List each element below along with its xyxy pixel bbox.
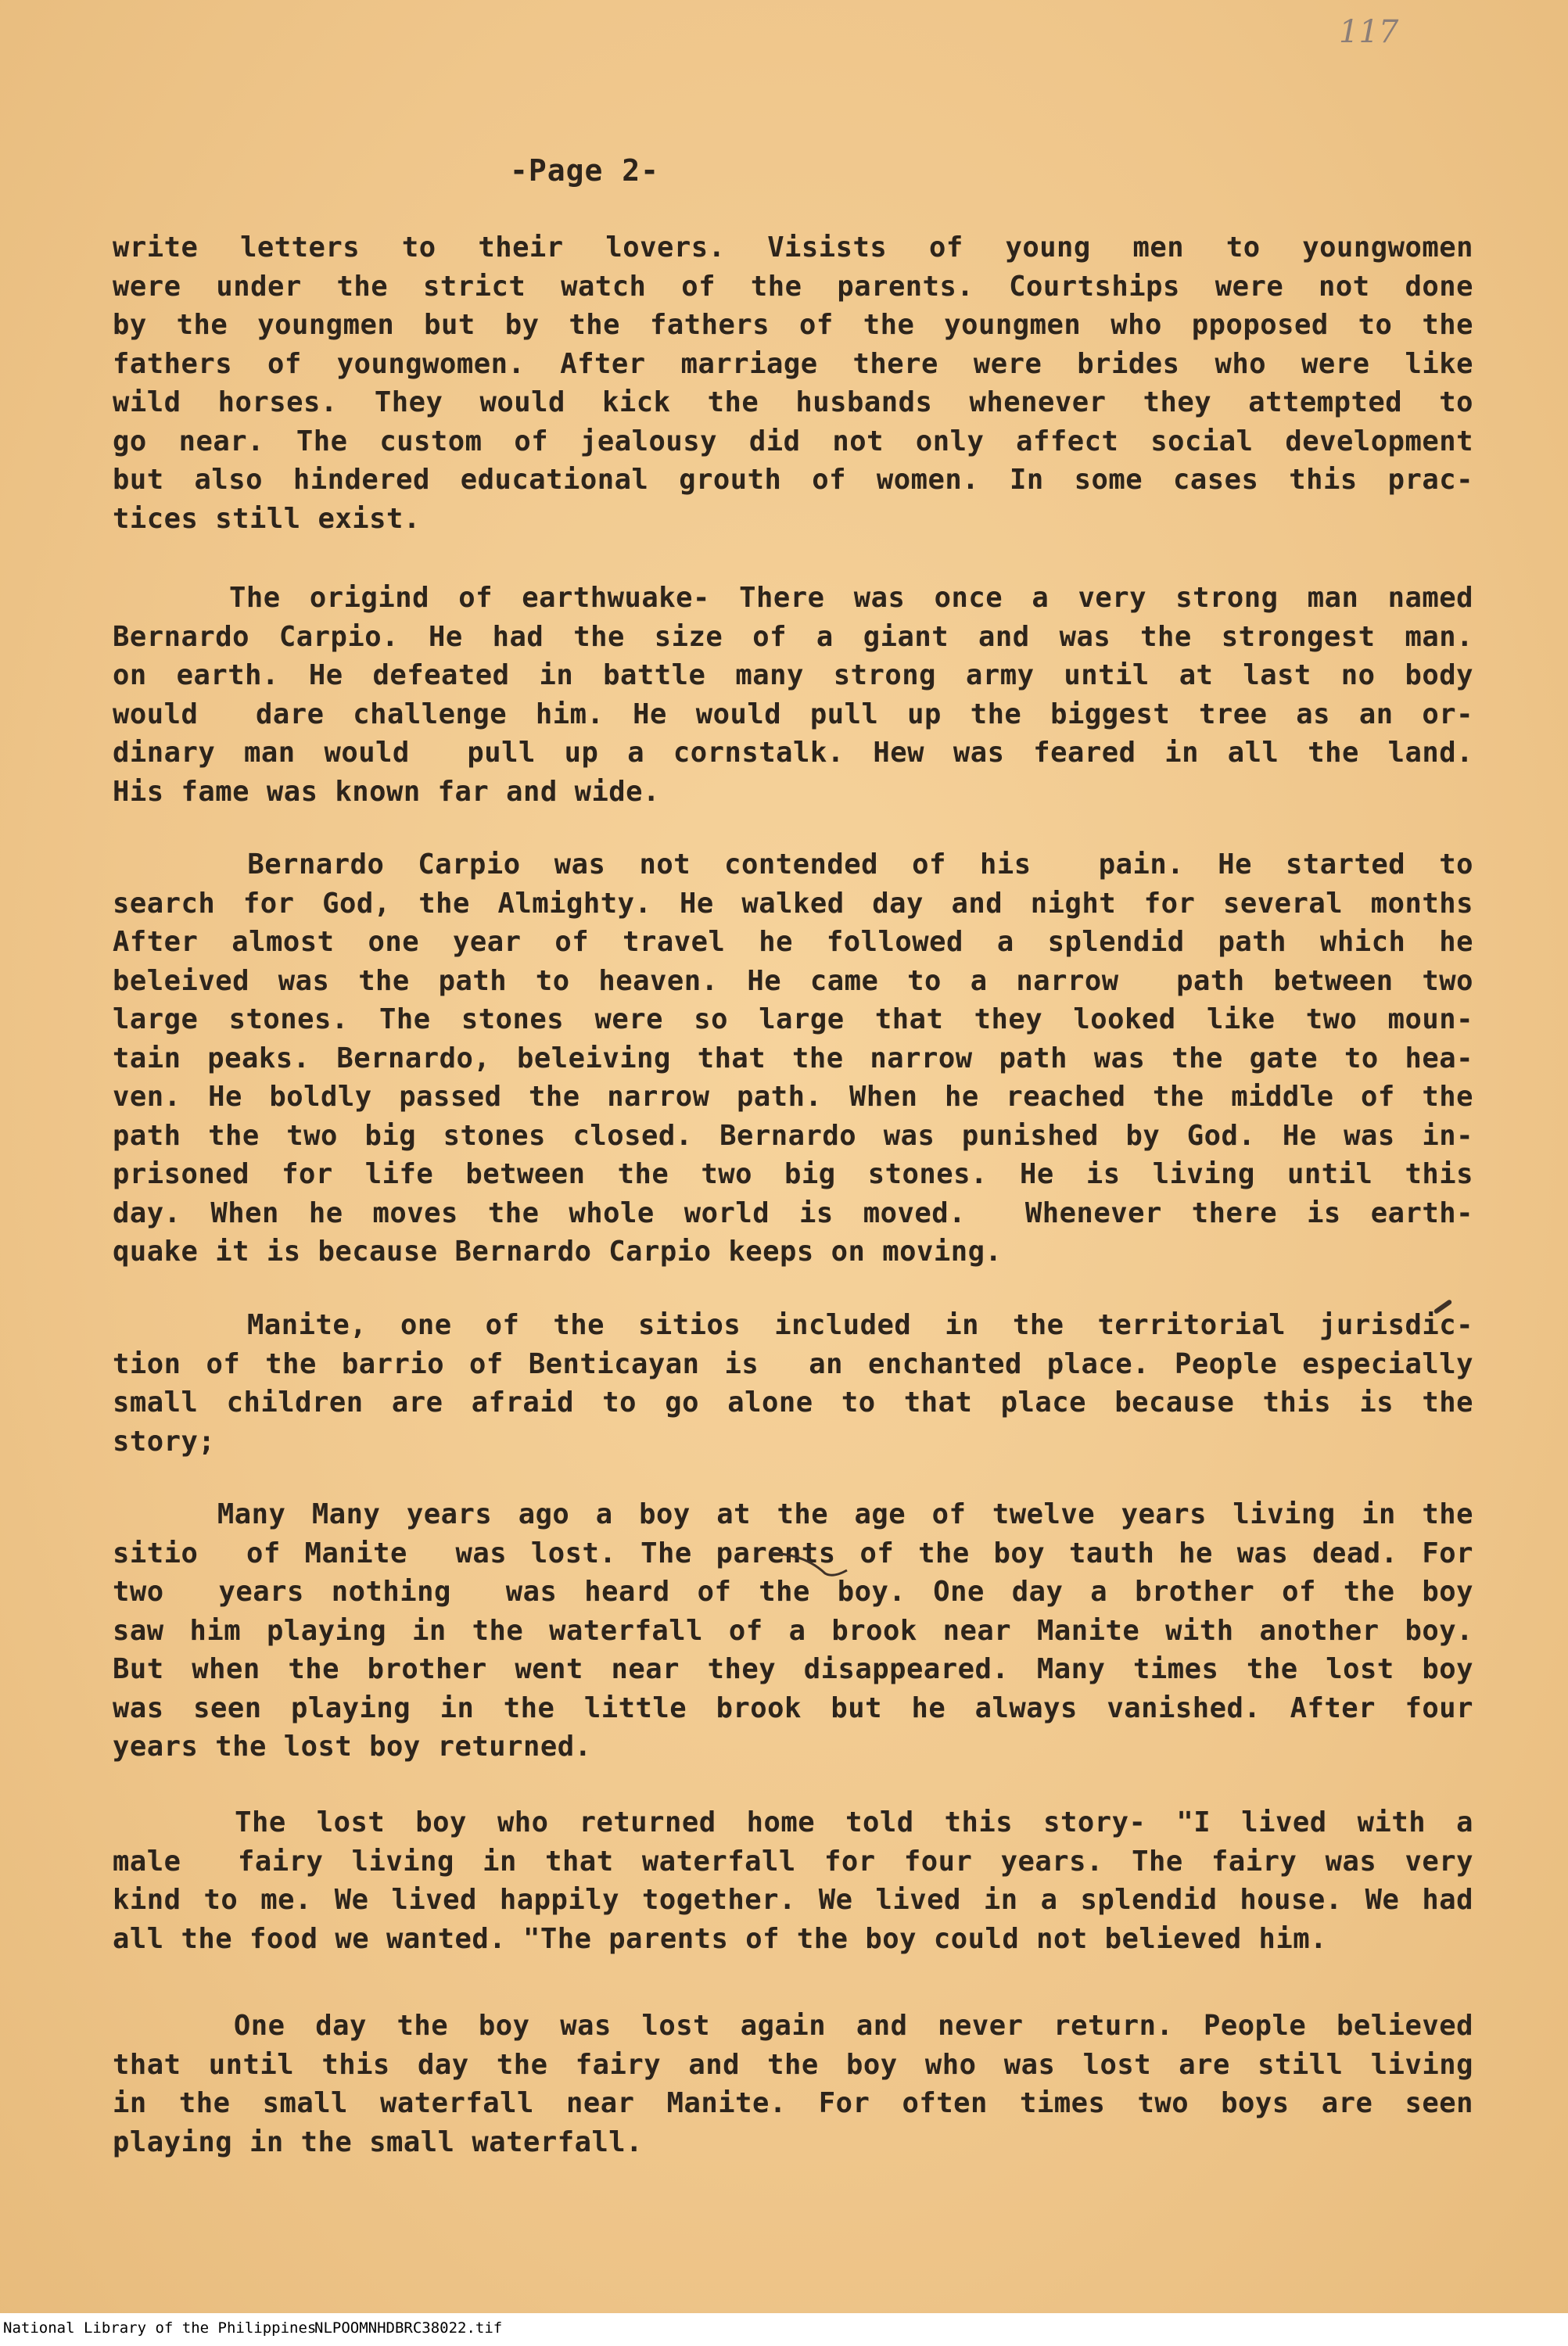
text-line: The origind of earthwuake- There was once a very strong man named [113, 582, 1473, 614]
text-line: in the small waterfall near Manite. For often times two boys are seen [113, 2087, 1473, 2119]
text-line: small children are afraid to go alone to that place because this is the [113, 1386, 1473, 1419]
pen-stroke-curve [770, 1547, 849, 1578]
text-line: saw him playing in the waterfall of a brook near Manite with another boy. [113, 1614, 1473, 1647]
paragraph-boy-story [113, 1803, 1473, 1958]
text-line: all the food we wanted. "The parents of the boy could not believed him. [113, 1922, 1327, 1955]
text-line: two years nothing was heard of the boy. One day a brother of the boy [113, 1576, 1473, 1608]
text-line: write letters to their lovers. Visists of young men to youngwomen [113, 231, 1473, 264]
text-line: Bernardo Carpio. He had the size of a giant and was the strongest man. [113, 620, 1473, 653]
text-line: but also hindered educational grouth of women. In some cases this prac- [113, 464, 1473, 496]
text-line: After almost one year of travel he followed a splendid path which he [113, 926, 1473, 958]
text-line: But when the brother went near they disappeared. Many times the lost boy [113, 1653, 1473, 1685]
text-line: beleived was the path to heaven. He came to a narrow path between two [113, 964, 1473, 997]
text-line: wild horses. They would kick the husbands whenever they attempted to [113, 386, 1473, 418]
paragraph-courtship [113, 228, 1473, 538]
text-line: were under the strict watch of the parents. Courtships were not done [113, 270, 1473, 303]
paragraph-earthquake-origin [113, 579, 1473, 811]
text-line: was seen playing in the little brook but he always vanished. After four [113, 1691, 1473, 1724]
paragraph-bernardo-carpio [113, 845, 1473, 1272]
text-line: years the lost boy returned. [113, 1731, 592, 1763]
text-line: dinary man would pull up a cornstalk. Hew was feared in all the land. [113, 737, 1473, 769]
text-line: The lost boy who returned home told this story- "I lived with a [113, 1806, 1473, 1838]
text-line: fathers of youngwomen. After marriage there were brides who were like [113, 347, 1473, 380]
text-line: path the two big stones closed. Bernardo was punished by God. He was in- [113, 1119, 1473, 1152]
text-line: playing in the small waterfall. [113, 2125, 644, 2158]
text-line: His fame was known far and wide. [113, 775, 660, 808]
text-line: prisoned for life between the two big stones. He is living until this [113, 1158, 1473, 1190]
text-line: One day the boy was lost again and never return. People believed [113, 2010, 1473, 2042]
text-line: would dare challenge him. He would pull up the biggest tree as an or- [113, 698, 1473, 730]
text-line: day. When he moves the whole world is moved. Whenever there is earth- [113, 1196, 1473, 1229]
text-line: Many Many years ago a boy at the age of twelve years living in the [113, 1498, 1473, 1530]
footer-file-name: NLPOOMNHDBRC38022.tif [314, 2319, 503, 2337]
paragraph-manite [113, 1306, 1473, 1461]
text-line: quake it is because Bernardo Carpio keeps on moving. [113, 1236, 1003, 1268]
text-line: by the youngmen but by the fathers of the youngmen who ppoposed to the [113, 309, 1473, 341]
paragraph-boy-lost-again [113, 2007, 1473, 2161]
text-line: Manite, one of the sitios included in the territorial jurisdic- [113, 1309, 1473, 1341]
text-line: kind to me. We lived happily together. We lived in a splendid house. We had [113, 1884, 1473, 1916]
page-header: -Page 2- [510, 153, 660, 188]
text-line: ven. He boldly passed the narrow path. When he reached the middle of the [113, 1081, 1473, 1113]
text-line: tain peaks. Bernardo, beleiving that the narrow path was the gate to hea- [113, 1042, 1473, 1074]
text-line: search for God, the Almighty. He walked day and night for several months [113, 887, 1473, 920]
text-line: on earth. He defeated in battle many strong army until at last no body [113, 659, 1473, 691]
text-line: go near. The custom of jealousy did not only affect social development [113, 425, 1473, 457]
footer-institution: National Library of the Philippines [3, 2319, 317, 2337]
text-line: tion of the barrio of Benticayan is an enchanted place. People especially [113, 1347, 1473, 1380]
paragraph-lost-boy [113, 1495, 1473, 1767]
text-line: male fairy living in that waterfall for four years. The fairy was very [113, 1845, 1473, 1878]
text-line: story; [113, 1425, 216, 1458]
folio-mark: 117 [1339, 14, 1399, 50]
text-line: tices still exist. [113, 502, 421, 535]
text-line: that until this day the fairy and the boy who was lost are still living [113, 2048, 1473, 2081]
text-line: large stones. The stones were so large that they looked like two moun- [113, 1003, 1473, 1035]
text-line: Bernardo Carpio was not contended of his pain. He started to [113, 848, 1473, 881]
text-line: sitio of Manite was lost. The parents of the boy tauth he was dead. For [113, 1537, 1473, 1569]
